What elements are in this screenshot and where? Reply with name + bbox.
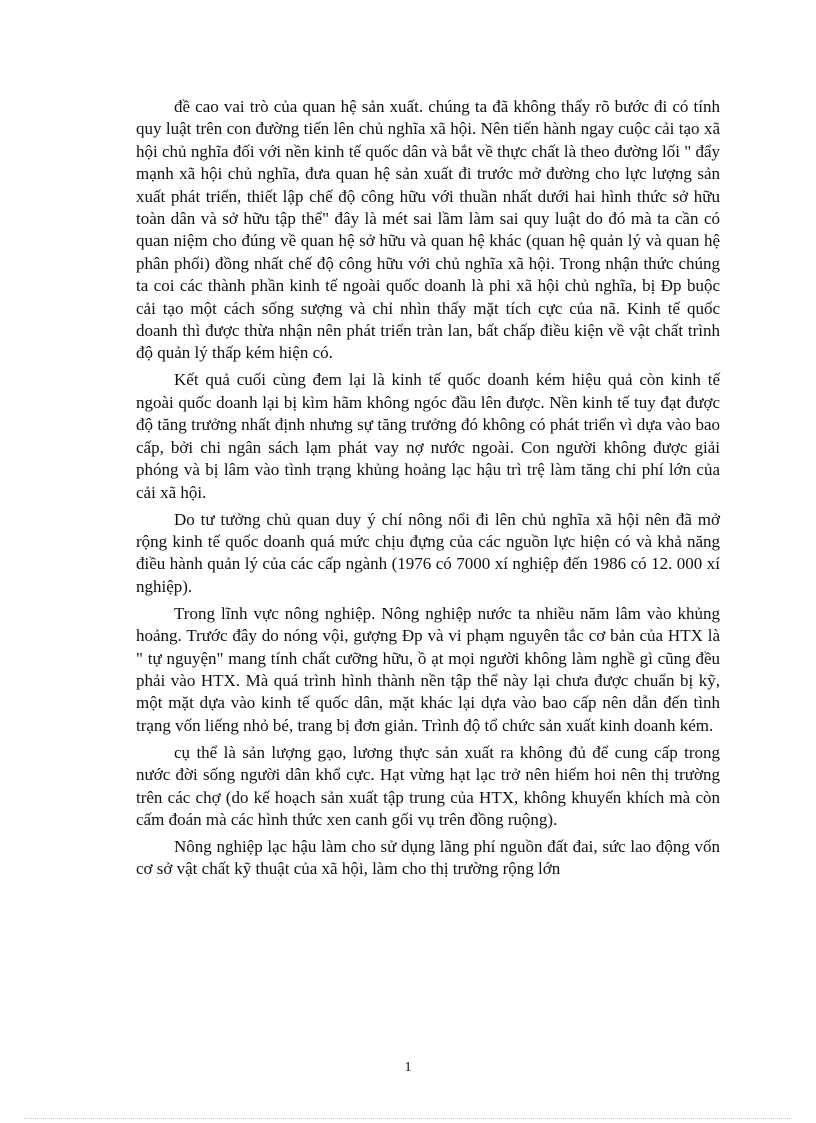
paragraph: Kết quả cuối cùng đem lại là kinh tế quốc doanh kém hiệu quả còn kinh tế ngoài quốc doanh lại bị kìm hãm không ngóc đầu lên được. Nền kinh tế tuy đạt được độ tăng trưởng nhất định nhưng sự tăng trưởng đó không có phát triển vì dựa vào bao cấp, bởi chi ngân sách lạm phát vay nợ nước ngoài. Con người không được giải phóng và bị lâm vào tình trạng khủng hoảng lạc hậu trì trệ làm tăng chi phí lớn của cải xã hội.: [136, 370, 720, 502]
paragraph: cụ thể là sản lượng gạo, lương thực sản xuất ra không đủ để cung cấp trong nước đời sống người dân khổ cực. Hạt vừng hạt lạc trở nên hiếm hoi nên thị trường trên các chợ (do kế hoạch sản xuất tập trung của HTX, không khuyến khích mà còn cấm đoán mà các hình thức xen canh gối vụ trên đồng ruộng).: [136, 742, 720, 829]
paragraph: Trong lĩnh vực nông nghiệp. Nông nghiệp nước ta nhiều năm lâm vào khủng hoảng. Trước đây do nóng vội, gượng Đp và vi phạm nguyên tắc cơ bản của HTX là " tự nguyện" mang tính chất cưỡng hữu, ồ ạt mọi người không làm nghề gì cũng đều phải vào HTX. Mà quá trình hình thành nền tập thể này lại chưa được chuẩn bị kỹ, một mặt dựa vào kinh tế quốc dân, mặt khác lại dựa vào bao cấp nên dẫn đến tình trạng vốn liếng nhỏ bé, trang bị đơn giản. Trình độ tổ chức sản xuất kinh doanh kém.: [136, 603, 720, 735]
page-number: 1: [404, 1060, 412, 1075]
page-bottom-divider: [24, 1118, 792, 1119]
paragraph: Do tư tưởng chủ quan duy ý chí nông nổi đi lên chủ nghĩa xã hội nên đã mở rộng kinh tế quốc doanh quá mức chịu đựng của các nguồn lực hiện có và khả năng điều hành quản lý của các cấp ngành (1976 có 7000 xí nghiệp đến 1986 có 12. 000 xí nghiệp).: [136, 509, 720, 596]
paragraph: Nông nghiệp lạc hậu làm cho sử dụng lãng phí nguồn đất đai, sức lao động vốn cơ sở vật chất kỹ thuật của xã hội, làm cho thị trường rộng lớn: [136, 836, 720, 879]
paragraph: đề cao vai trò của quan hệ sản xuất. chúng ta đã không thấy rõ bước đi có tính quy luật trên con đường tiến lên chủ nghĩa xã hội. Nên tiến hành ngay cuộc cải tạo xã hội chủ nghĩa đối với nền kinh tế quốc dân và bắt về thực chất là theo đường lối " đẩy mạnh xã hội chủ nghĩa, đưa quan hệ sản xuất đi trước mở đường cho lực lượng sản xuất phát triển, thiết lập chế độ công hữu với thuần nhất dưới hai hình thức sở hữu toàn dân và sở hữu tập thể" đây là mét sai lầm làm sai quy luật do đó mà ta cần có quan niệm cho đúng về quan hệ sở hữu và quan hệ khác (quan hệ quản lý và quan hệ phân phối) đồng nhất chế độ công hữu với chủ nghĩa xã hội. Trong nhận thức chúng ta coi các thành phần kinh tế ngoài quốc doanh là phi xã hội chủ nghĩa, bị Đp buộc cải tạo một cách sống sượng và chỉ nhìn thấy mặt tích cực của nã. Kinh tế quốc doanh thì được thừa nhận nên phát triển tràn lan, bất chấp điều kiện về vật chất trình độ quản lý thấp kém hiện có.: [136, 97, 720, 363]
document-body: [136, 96, 720, 885]
